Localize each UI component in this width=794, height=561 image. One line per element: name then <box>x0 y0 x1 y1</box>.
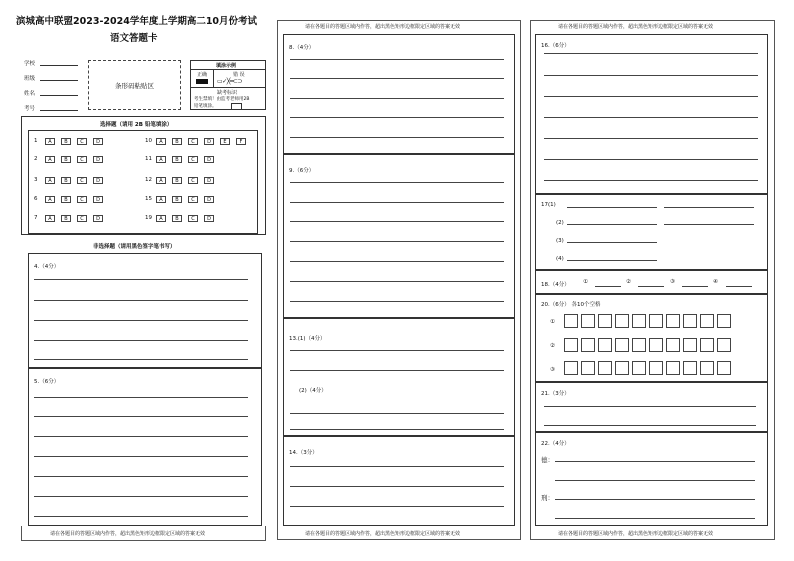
q20-row-3-cell[interactable] <box>564 361 578 375</box>
footer-note-middle: 请在各题目的答题区域内作答，超出黑色矩形边框限定区域的答案无效 <box>305 531 461 537</box>
q21-line <box>544 406 756 407</box>
mc-question-10-option-D[interactable]: D <box>204 138 214 145</box>
barcode-label: 条形码粘贴区 <box>115 81 154 90</box>
q17-part-1: (1) <box>548 202 556 208</box>
q5-line <box>34 456 248 457</box>
mc-question-6-option-C[interactable]: C <box>77 196 87 203</box>
mc-section-title: 选择题（请用 2B 铅笔填涂） <box>100 122 173 128</box>
mc-question-3-option-D[interactable]: D <box>93 177 103 184</box>
q16-line <box>544 138 758 139</box>
q9-answer-box[interactable] <box>283 154 515 318</box>
q18-line <box>638 286 664 287</box>
mc-question-12-option-A[interactable]: A <box>156 177 166 184</box>
mc-question-2-option-A[interactable]: A <box>45 156 55 163</box>
q13-line <box>290 413 504 414</box>
q20-row-3-cell[interactable] <box>632 361 646 375</box>
mc-question-10-option-A[interactable]: A <box>156 138 166 145</box>
q20-mark-2: ② <box>550 343 555 349</box>
q17-label: 17. <box>541 202 550 208</box>
mc-question-10-option-B[interactable]: B <box>172 138 182 145</box>
q4-line <box>34 340 248 341</box>
q20-row-1-cell[interactable] <box>598 314 612 328</box>
q4-line <box>34 359 248 360</box>
mc-question-2-option-B[interactable]: B <box>61 156 71 163</box>
q17-line <box>567 224 657 225</box>
q20-mark-3: ③ <box>550 367 555 373</box>
q21-line <box>544 425 756 426</box>
class-field[interactable] <box>40 80 78 81</box>
q16-line <box>544 53 758 54</box>
mc-question-7-option-C[interactable]: C <box>77 215 87 222</box>
q17-part-4: (4) <box>556 256 564 262</box>
mc-question-19-option-B[interactable]: B <box>172 215 182 222</box>
nonmc-title: 非选择题（请用黑色签字笔书写） <box>93 244 176 250</box>
q14-label: 14.（3分） <box>289 450 318 456</box>
mc-question-6-number: 6 <box>34 196 38 202</box>
q9-line <box>290 301 504 302</box>
q8-label: 8.（4分） <box>289 45 315 51</box>
name-field[interactable] <box>40 95 78 96</box>
q20-mark-1: ① <box>550 319 555 325</box>
q20-row-3-cell[interactable] <box>615 361 629 375</box>
q9-line <box>290 221 504 222</box>
q17-answer-box[interactable] <box>535 194 768 270</box>
q20-row-3-cell[interactable] <box>581 361 595 375</box>
fill-example-title: 填涂示例 <box>216 63 237 69</box>
mc-question-3-number: 3 <box>34 177 38 183</box>
q13-label: 13.(1)（4分） <box>289 336 326 342</box>
correct-label: 正确 <box>197 72 208 78</box>
q22-label: 22.（4分） <box>541 441 570 447</box>
q20-row-1-cell[interactable] <box>564 314 578 328</box>
class-label: 班级 <box>24 76 36 82</box>
wrong-fill-examples: ▭✓╳━⊂⊃ <box>217 78 242 85</box>
exam-title: 滨城高中联盟2023-2024学年度上学期高二10月份考试 <box>16 16 258 27</box>
header-note-middle: 请在各题目的答题区域内作答，超出黑色矩形边框限定区域的答案无效 <box>305 24 461 30</box>
q20-label: 20.（6分） 各10个空格 <box>541 302 601 308</box>
mc-question-6-option-B[interactable]: B <box>61 196 71 203</box>
q18-line <box>682 286 708 287</box>
q9-line <box>290 182 504 183</box>
q16-line <box>544 159 758 160</box>
q16-answer-box[interactable] <box>535 34 768 194</box>
mc-question-7-number: 7 <box>34 215 38 221</box>
q22-line <box>555 480 755 481</box>
mc-question-10-number: 10 <box>145 138 152 144</box>
q13-answer-box[interactable] <box>283 318 515 436</box>
q20-row-2-cell[interactable] <box>632 338 646 352</box>
q17-line <box>664 207 754 208</box>
mc-question-11-option-D[interactable]: D <box>204 156 214 163</box>
name-label: 姓名 <box>24 91 36 97</box>
q9-label: 9.（6分） <box>289 168 315 174</box>
mc-question-12-number: 12 <box>145 177 152 183</box>
q5-line <box>34 416 248 417</box>
q20-row-1-cell[interactable] <box>581 314 595 328</box>
answer-sheet-subtitle: 语文答题卡 <box>110 33 158 44</box>
q8-line <box>290 137 504 138</box>
q18-mark-1: ① <box>583 279 588 285</box>
q13b-label: (2)（4分） <box>299 388 327 394</box>
q5-label: 5.（6分） <box>34 379 60 385</box>
mc-question-7-option-B[interactable]: B <box>61 215 71 222</box>
q16-label: 16.（6分） <box>541 43 570 49</box>
q5-line <box>34 397 248 398</box>
school-field[interactable] <box>40 65 78 66</box>
fill-example-box <box>190 60 266 110</box>
q20-row-2-cell[interactable] <box>581 338 595 352</box>
q14-line <box>290 506 504 507</box>
q4-line <box>34 279 248 280</box>
q22-answer-box[interactable] <box>535 432 768 526</box>
mc-question-2-number: 2 <box>34 156 38 162</box>
mc-question-6-option-D[interactable]: D <box>93 196 103 203</box>
mc-question-15-option-C[interactable]: C <box>188 196 198 203</box>
q20-row-3-cell[interactable] <box>649 361 663 375</box>
q20-row-2-cell[interactable] <box>683 338 697 352</box>
q9-line <box>290 261 504 262</box>
absent-note: 考生禁填！由监考老师用2B <box>194 97 250 102</box>
q8-line <box>290 117 504 118</box>
mc-question-3-option-A[interactable]: A <box>45 177 55 184</box>
q17-line <box>567 260 657 261</box>
mc-question-15-option-A[interactable]: A <box>156 196 166 203</box>
q5-answer-box[interactable] <box>28 368 262 526</box>
q17-part-3: (3) <box>556 238 564 244</box>
mc-question-10-option-C[interactable]: C <box>188 138 198 145</box>
mc-question-19-number: 19 <box>145 215 152 221</box>
absent-checkbox[interactable] <box>231 103 242 110</box>
mc-question-19-option-A[interactable]: A <box>156 215 166 222</box>
mc-section <box>21 116 266 235</box>
mc-question-11-option-B[interactable]: B <box>172 156 182 163</box>
q20-row-3-cell[interactable] <box>700 361 714 375</box>
q4-answer-box[interactable] <box>28 253 262 368</box>
q22-line <box>555 518 755 519</box>
q17-line <box>567 242 657 243</box>
absent-label: 缺考标识 <box>217 90 238 96</box>
q16-line <box>544 180 758 181</box>
footer-note-left: 请在各题目的答题区域内作答，超出黑色矩形边框限定区域的答案无效 <box>50 531 206 537</box>
q14-line <box>290 466 504 467</box>
q18-label: 18.（4分） <box>541 282 570 288</box>
q22-xing-label: 刑： <box>541 494 554 502</box>
barcode-area <box>88 60 181 110</box>
q20-row-1-cell[interactable] <box>615 314 629 328</box>
mc-question-1-option-B[interactable]: B <box>61 138 71 145</box>
q5-line <box>34 476 248 477</box>
absent-note-2: 铅笔填涂。 <box>194 104 217 109</box>
q8-answer-box[interactable] <box>283 34 515 154</box>
q20-row-2-cell[interactable] <box>717 338 731 352</box>
q4-line <box>34 320 248 321</box>
q20-row-2-cell[interactable] <box>564 338 578 352</box>
q20-row-3-cell[interactable] <box>717 361 731 375</box>
mc-question-3-option-B[interactable]: B <box>61 177 71 184</box>
wrong-label: 错 误 <box>233 72 245 78</box>
q20-row-2-cell[interactable] <box>649 338 663 352</box>
mc-question-2-option-D[interactable]: D <box>93 156 103 163</box>
q8-line <box>290 98 504 99</box>
mc-question-2-option-C[interactable]: C <box>77 156 87 163</box>
q13-line <box>290 429 504 430</box>
mc-question-12-option-B[interactable]: B <box>172 177 182 184</box>
mc-question-6-option-A[interactable]: A <box>45 196 55 203</box>
mc-question-11-option-C[interactable]: C <box>188 156 198 163</box>
mc-question-7-option-A[interactable]: A <box>45 215 55 222</box>
mc-question-10-option-F[interactable]: F <box>236 138 246 145</box>
mc-question-10-option-E[interactable]: E <box>220 138 230 145</box>
q20-row-1-cell[interactable] <box>649 314 663 328</box>
q20-row-1-cell[interactable] <box>632 314 646 328</box>
q20-row-2-cell[interactable] <box>666 338 680 352</box>
q17-line <box>567 207 657 208</box>
q20-row-3-cell[interactable] <box>683 361 697 375</box>
mc-question-1-option-A[interactable]: A <box>45 138 55 145</box>
q18-mark-4: ④ <box>713 279 718 285</box>
mc-question-15-option-B[interactable]: B <box>172 196 182 203</box>
q18-mark-3: ③ <box>670 279 675 285</box>
q20-row-1-cell[interactable] <box>666 314 680 328</box>
q4-label: 4.（4分） <box>34 264 60 270</box>
q20-row-1-cell[interactable] <box>700 314 714 328</box>
q20-row-1-cell[interactable] <box>683 314 697 328</box>
q18-answer-box[interactable] <box>535 270 768 294</box>
q18-line <box>726 286 752 287</box>
q14-line <box>290 486 504 487</box>
q22-line <box>555 499 755 500</box>
q9-line <box>290 202 504 203</box>
q20-row-2-cell[interactable] <box>700 338 714 352</box>
q22-de-label: 德： <box>541 456 554 464</box>
mc-question-7-option-D[interactable]: D <box>93 215 103 222</box>
q13-line <box>290 350 504 351</box>
q9-line <box>290 281 504 282</box>
mc-question-19-option-D[interactable]: D <box>204 215 214 222</box>
q17-part-2: (2) <box>556 220 564 226</box>
mc-question-11-option-A[interactable]: A <box>156 156 166 163</box>
mc-question-12-option-D[interactable]: D <box>204 177 214 184</box>
q5-line <box>34 516 248 517</box>
q20-row-3-cell[interactable] <box>666 361 680 375</box>
mc-question-1-option-D[interactable]: D <box>93 138 103 145</box>
q18-mark-2: ② <box>626 279 631 285</box>
mc-question-1-number: 1 <box>34 138 38 144</box>
q16-line <box>544 96 758 97</box>
q20-row-2-cell[interactable] <box>615 338 629 352</box>
q17-line <box>664 224 754 225</box>
q21-label: 21.（3分） <box>541 391 570 397</box>
q22-line <box>555 461 755 462</box>
q20-row-2-cell[interactable] <box>598 338 612 352</box>
q20-row-1-cell[interactable] <box>717 314 731 328</box>
q4-line <box>34 300 248 301</box>
mc-question-3-option-C[interactable]: C <box>77 177 87 184</box>
mc-question-19-option-C[interactable]: C <box>188 215 198 222</box>
mc-question-12-option-C[interactable]: C <box>188 177 198 184</box>
exam-number-label: 考号 <box>24 106 36 112</box>
q18-line <box>595 286 621 287</box>
q8-line <box>290 78 504 79</box>
q20-row-3-cell[interactable] <box>598 361 612 375</box>
mc-question-15-option-D[interactable]: D <box>204 196 214 203</box>
mc-question-15-number: 15 <box>145 196 152 202</box>
q5-line <box>34 496 248 497</box>
school-label: 学校 <box>24 61 36 67</box>
mc-question-1-option-C[interactable]: C <box>77 138 87 145</box>
q8-line <box>290 59 504 60</box>
q16-line <box>544 117 758 118</box>
q5-line <box>34 436 248 437</box>
mc-question-11-number: 11 <box>145 156 152 162</box>
footer-note-right: 请在各题目的答题区域内作答，超出黑色矩形边框限定区域的答案无效 <box>558 531 714 537</box>
q9-line <box>290 241 504 242</box>
correct-fill-example <box>196 79 208 84</box>
q14-answer-box[interactable] <box>283 436 515 526</box>
q13-line <box>290 370 504 371</box>
header-note-right: 请在各题目的答题区域内作答，超出黑色矩形边框限定区域的答案无效 <box>558 24 714 30</box>
q16-line <box>544 75 758 76</box>
exam-number-field[interactable] <box>40 110 78 111</box>
